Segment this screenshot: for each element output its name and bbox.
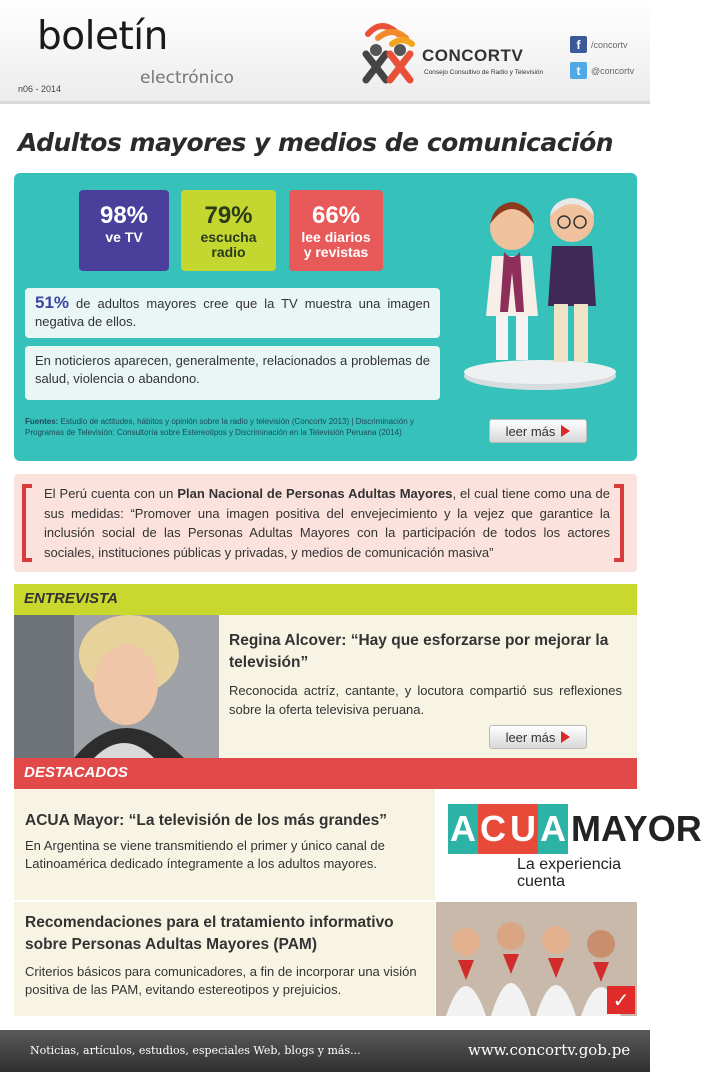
quote-after: , el cual tiene como una de sus medidas: “Promover una imagen positiva del envejecimiento y la vejez que garantice la inclusión social de las Personas Adultas Mayores con la participación de todos los actores sociales, instituciones públicas y privadas, y medios de comunicación masiva” bbox=[44, 486, 610, 560]
featured-title-acua[interactable]: ACUA Mayor: “La televisión de los más grandes” bbox=[25, 812, 388, 829]
acua-mayor-word: MAYOR bbox=[571, 808, 702, 849]
fact-negative-image bbox=[25, 288, 440, 338]
newsletter-subtitle: electrónico bbox=[140, 68, 234, 88]
play-arrow-icon bbox=[561, 731, 570, 743]
interview-summary: Reconocida actríz, cantante, y locutora compartió sus reflexiones sobre la oferta televisiva peruana. bbox=[229, 683, 622, 717]
stat-value: 79% bbox=[204, 202, 253, 229]
featured-text-pam: Criterios básicos para comunicadores, a fin de incorporar una visión positiva de las PAM, evitando estereotipos y prejuicios. bbox=[25, 964, 417, 997]
acua-letter: U bbox=[508, 804, 538, 854]
sources-text: Estudio de actitudes, hábitos y opinión sobre la radio y televisión (Concortv 2013) | Discriminación y Programas de Televisión: Consultoría sobre Estereotipos y Discriminación en la Televisión Peruana (2014) bbox=[25, 417, 414, 437]
facebook-handle: /concortv bbox=[591, 39, 628, 50]
sources-label: Fuentes: bbox=[25, 417, 59, 426]
stat-label: lee diarios bbox=[301, 229, 371, 245]
stat-radio bbox=[181, 190, 276, 271]
stat-tv bbox=[79, 190, 169, 271]
facebook-icon: f bbox=[570, 36, 587, 53]
section-destacados: DESTACADOS bbox=[14, 758, 637, 789]
twitter-handle: @concortv bbox=[591, 65, 635, 76]
left-bracket-icon bbox=[22, 484, 32, 562]
read-more-label: leer más bbox=[505, 423, 556, 439]
read-more-label: leer más bbox=[505, 729, 556, 745]
acua-letter: A bbox=[538, 804, 568, 854]
facebook-link[interactable] bbox=[570, 36, 628, 53]
featured-title-pam[interactable]: Recomendaciones para el tratamiento informativo sobre Personas Adultas Mayores (PAM) bbox=[25, 914, 394, 953]
elderly-couple-illustration-icon bbox=[460, 180, 620, 390]
stat-value: 66% bbox=[311, 202, 361, 229]
stat-label: radio bbox=[211, 244, 246, 260]
page-title: Adultos mayores y medios de comunicación bbox=[18, 128, 614, 157]
portrait-photo-icon bbox=[14, 615, 219, 758]
twitter-link[interactable] bbox=[570, 62, 634, 79]
read-more-button[interactable] bbox=[489, 419, 587, 443]
right-bracket-icon bbox=[614, 484, 624, 562]
interview-read-more-button[interactable] bbox=[489, 725, 587, 749]
sources-note bbox=[25, 416, 450, 438]
logo-name: CONCORTV bbox=[422, 46, 524, 65]
fact-news: En noticieros aparecen, generalmente, relacionados a problemas de salud, violencia o abandono. bbox=[25, 346, 440, 400]
acua-wordmark bbox=[448, 804, 702, 854]
twitter-icon: t bbox=[570, 62, 587, 79]
quote-plan-name: Plan Nacional de Personas Adultas Mayores bbox=[177, 486, 453, 501]
stat-label: y revistas bbox=[303, 244, 369, 260]
featured-text-acua: En Argentina se viene transmitiendo el primer y único canal de Latinoamérica dedicado íntegramente a los adultos mayores. bbox=[25, 838, 385, 871]
stat-label: escucha bbox=[200, 229, 257, 245]
acua-tagline: La experiencia bbox=[517, 856, 622, 873]
interview-title[interactable]: Regina Alcover: “Hay que esforzarse por mejorar la televisión” bbox=[229, 632, 609, 671]
play-arrow-icon bbox=[561, 425, 570, 437]
footer-website-link[interactable]: www.concortv.gob.pe bbox=[468, 1041, 631, 1059]
newsletter-title: boletín bbox=[37, 14, 168, 59]
fact-percent: 51% bbox=[35, 293, 70, 312]
acua-tagline-2: cuenta bbox=[517, 873, 566, 890]
stat-label: ve TV bbox=[105, 229, 143, 245]
fact-text: de adultos mayores cree que la TV muestra una imagen negativa de ellos. bbox=[35, 296, 430, 329]
quote-text bbox=[44, 484, 610, 562]
acua-letter: A bbox=[448, 804, 478, 854]
quote-before: El Perú cuenta con un bbox=[44, 486, 178, 501]
issue-number: n06 - 2014 bbox=[18, 84, 62, 94]
logo-tagline: Consejo Consultivo de Radio y Televisión bbox=[424, 69, 544, 76]
section-entrevista: ENTREVISTA bbox=[14, 584, 637, 615]
acua-letter: C bbox=[478, 804, 508, 854]
footer-tagline: Noticias, artículos, estudios, especiales Web, blogs y más... bbox=[30, 1044, 361, 1057]
stat-print bbox=[289, 190, 383, 271]
regina-alcover-photo[interactable] bbox=[14, 615, 219, 758]
stat-value: 98% bbox=[99, 202, 149, 229]
checkmark-icon: ✓ bbox=[607, 986, 635, 1014]
